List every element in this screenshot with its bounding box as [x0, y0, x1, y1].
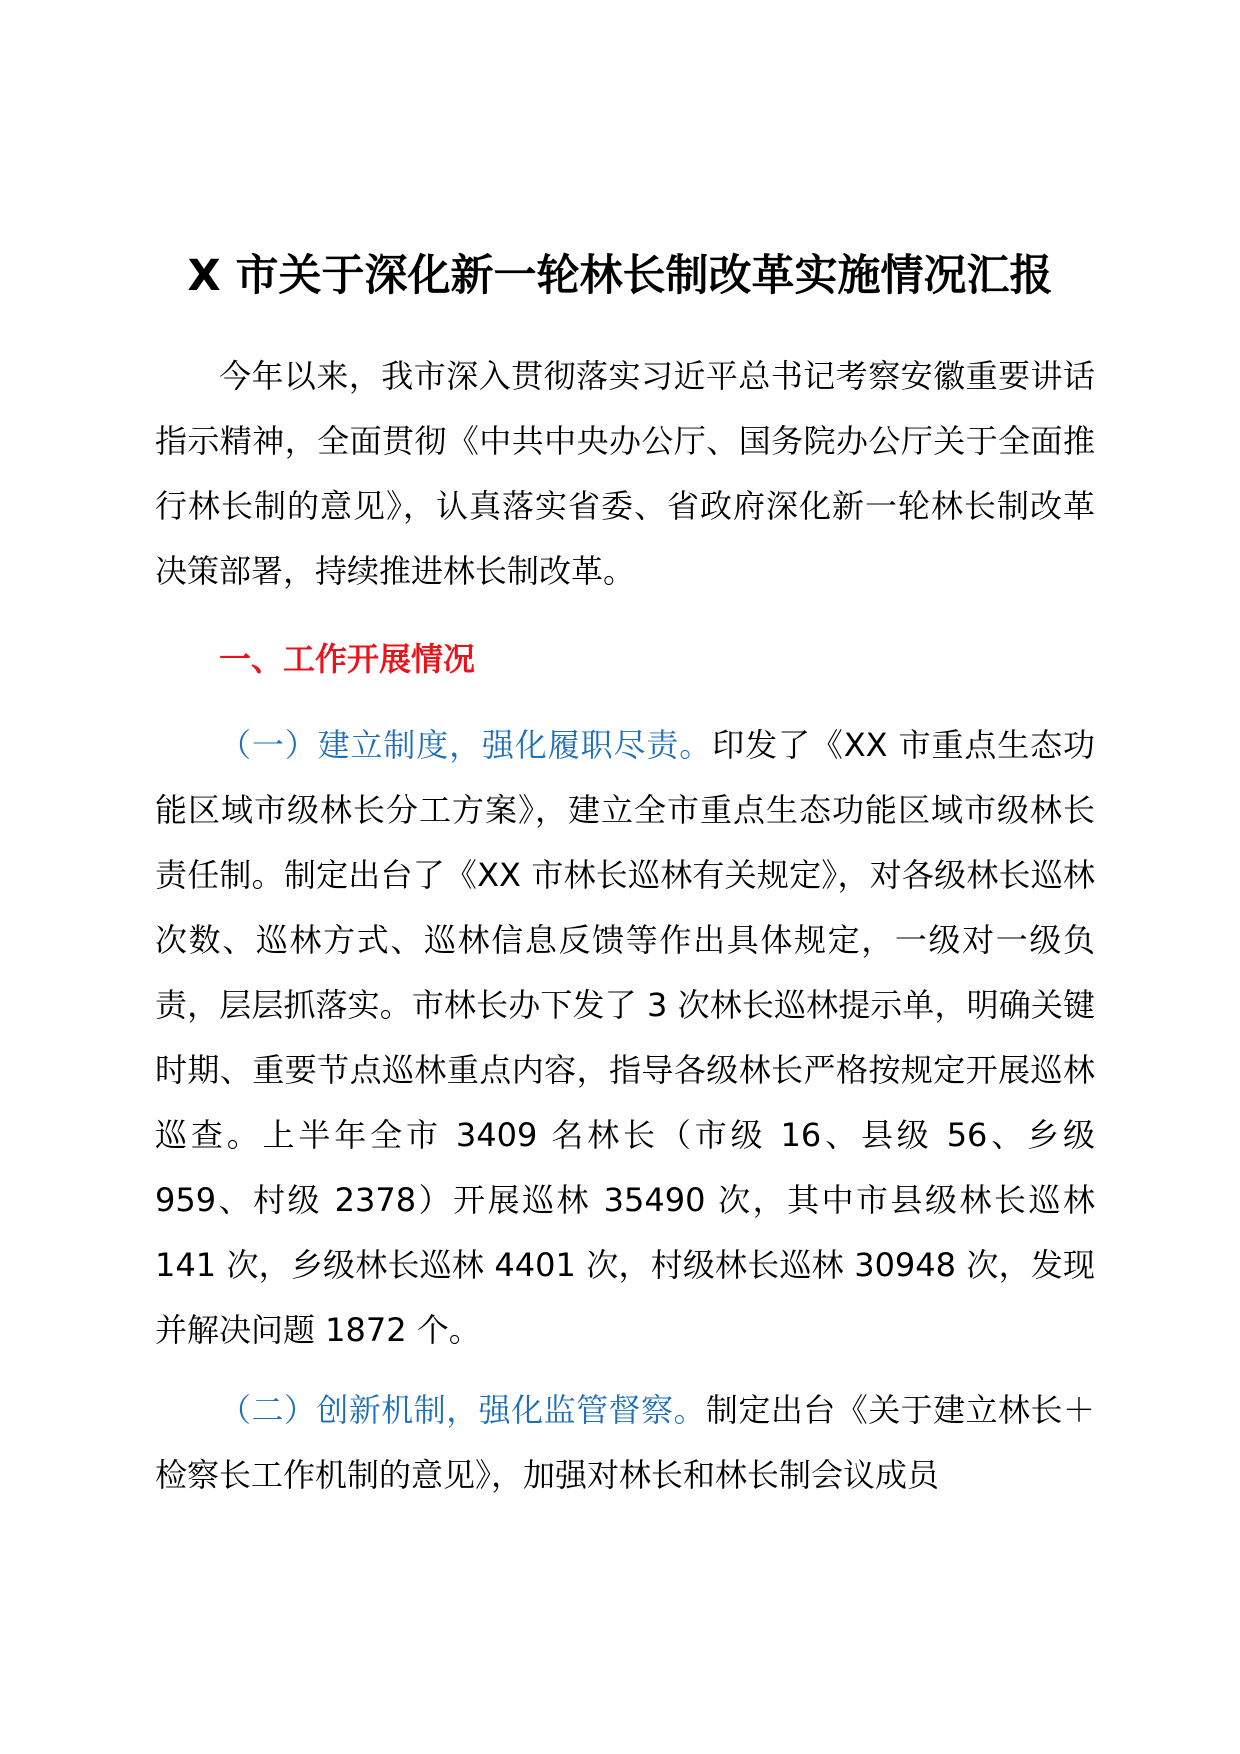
subsection-1-heading: （一）建立制度，强化履职尽责。 — [219, 726, 713, 764]
section-heading-work-progress: 一、工作开展情况 — [219, 640, 476, 678]
document-title: X 市关于深化新一轮林长制改革实施情况汇报 — [187, 251, 1053, 301]
subsection-1-paragraph — [155, 713, 1095, 1363]
subsection-2-heading: （二）创新机制，强化监管督察。 — [219, 1391, 706, 1429]
subsection-2-text: 制定出台《关于建立林长＋检察长工作机制的意见》，加强对林长和林长制会议成员 — [155, 1391, 1095, 1494]
subsection-1-text: 印发了《XX 市重点生态功能区域市级林长分工方案》，建立全市重点生态功能区域市级林长责任制。制定出台了《XX 市林长巡林有关规定》，对各级林长巡林次数、巡林方式、巡林信息反馈等作出具体规定，一级对一级负责，层层抓落实。市林长办下发了 3 次林长巡林提示单，明确关键时期、重要节点巡林重点内容，指导各级林长严格按规定开展巡林巡查。上半年全市 3409 名林长（市级 16、县级 56、乡级 959、村级 2378）开展巡林 35490 次，其中市县级林长巡林 141 次，乡级林长巡林 4401 次，村级林长巡林 30948 次，发现并解决问题 1872 个。 — [155, 726, 1095, 1349]
subsection-2-paragraph — [155, 1378, 1095, 1508]
intro-paragraph: 今年以来，我市深入贯彻落实习近平总书记考察安徽重要讲话指示精神，全面贯彻《中共中央办公厅、国务院办公厅关于全面推行林长制的意见》，认真落实省委、省政府深化新一轮林长制改革决策部署，持续推进林长制改革。 — [155, 357, 1095, 590]
